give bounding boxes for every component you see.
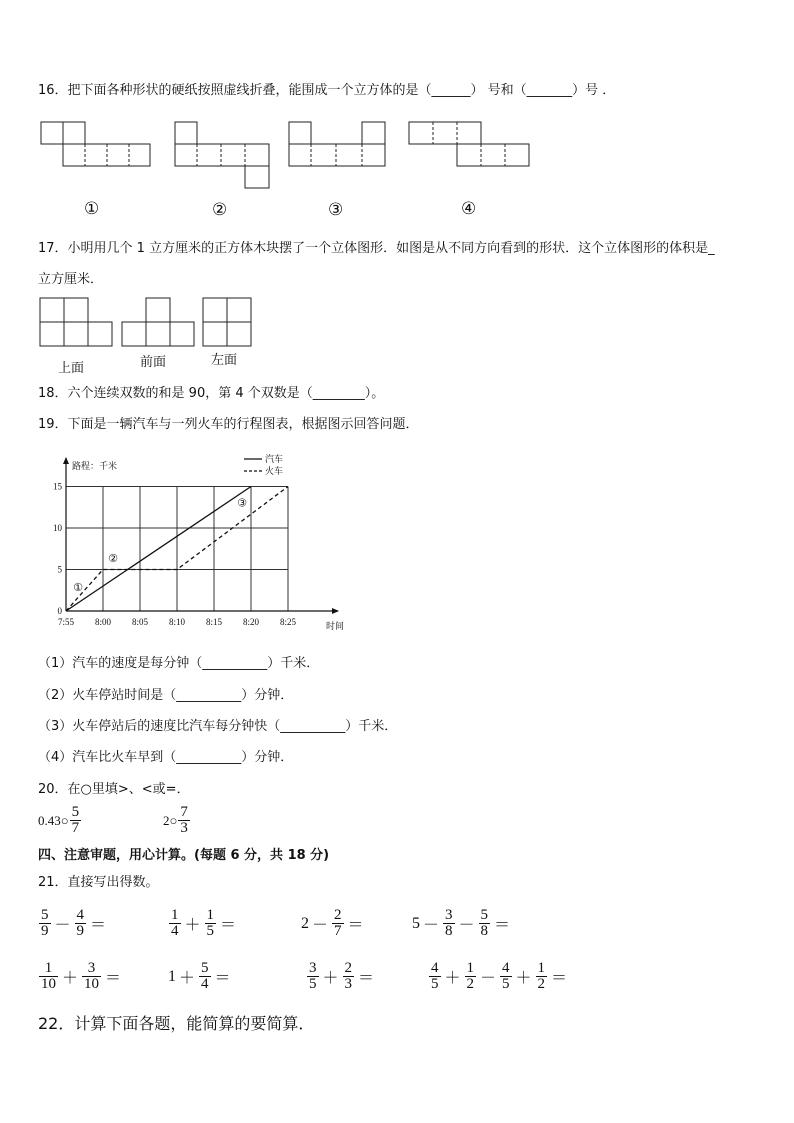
compare-item-1 (38, 805, 82, 836)
y-tick-label: 15 (53, 481, 62, 492)
calc-1: $\frac{5}{9}$ － $\frac{4}{9}$ ＝ (41, 907, 107, 939)
y-tick-label: 5 (57, 564, 62, 575)
segment-marker: ② (108, 552, 118, 566)
calc-5: $\frac{1}{10}$ ＋ $\frac{3}{10}$ ＝ (41, 960, 122, 992)
y-axis-arrow (63, 457, 69, 464)
view-label-front: 前面 (140, 355, 167, 370)
question-17-line1: 17．小明用几个 1 立方厘米的正方体木块摆了一个立体图形．如图是从不同方向看到的形状．这个立体图形的体积是_ (38, 241, 715, 256)
calc-2: $\frac{1}{4}$ ＋ $\frac{1}{5}$ ＝ (171, 907, 237, 939)
calc-3: 2 － $\frac{2}{7}$ ＝ (301, 907, 364, 939)
net-figures (0, 110, 794, 230)
x-tick-label: 8:05 (131, 617, 149, 627)
question-19: 19．下面是一辆汽车与一列火车的行程图表，根据图示回答问题． (38, 417, 419, 432)
calc-7: $\frac{3}{5}$ ＋ $\frac{2}{3}$ ＝ (309, 960, 375, 992)
x-tick-label: 8:10 (168, 617, 186, 627)
legend-label: 火车 (265, 467, 284, 477)
x-tick-label: 8:20 (242, 617, 260, 627)
net-label-3: ③ (328, 200, 344, 220)
compare-left-1: 0.43○ (38, 812, 69, 828)
y-tick-label: 0 (57, 606, 62, 616)
net-label-4: ④ (461, 199, 477, 219)
y-axis-label: 路程：千米 (72, 462, 118, 472)
fraction: $\frac{5}{7}$ (71, 804, 80, 836)
legend-label: 汽车 (265, 455, 284, 465)
question-20: 20．在○里填>、<或=． (38, 782, 190, 797)
view-label-top: 上面 (58, 361, 85, 376)
question-19-sub1: （1）汽车的速度是每分钟（__________）千米． (38, 656, 320, 671)
question-19-sub2: （2）火车停站时间是（__________）分钟． (38, 688, 294, 703)
series-line-car (66, 487, 251, 612)
compare-item-2 (163, 805, 191, 836)
x-axis-arrow (332, 608, 339, 614)
question-19-sub3: （3）火车停站后的速度比汽车每分钟快（__________）千米． (38, 719, 398, 734)
fraction: $\frac{7}{3}$ (180, 804, 188, 836)
x-tick-label: 8:15 (205, 617, 223, 627)
question-21: 21．直接写出得数。 (38, 875, 159, 890)
calc-8: $\frac{4}{5}$ ＋ $\frac{1}{2}$ － $\frac{4}{5}$ ＋ $\frac{1}{2}$ ＝ (431, 960, 568, 992)
travel-chart (0, 450, 794, 650)
x-tick-label: 7:55 (57, 617, 75, 627)
net-label-2: ② (212, 200, 228, 220)
question-17-line2: 立方厘米． (38, 272, 104, 287)
x-tick-label: 8:25 (279, 617, 297, 627)
question-18: 18．六个连续双数的和是 90，第 4 个双数是（________）。 (38, 386, 385, 401)
question-16: 16．把下面各种形状的硬纸按照虚线折叠，能围成一个立方体的是（______） 号和（_______）号 ． (38, 83, 616, 98)
calc-6: 1 ＋ $\frac{5}{4}$ ＝ (168, 960, 231, 992)
calc-4: 5 － $\frac{3}{8}$ － $\frac{5}{8}$ ＝ (412, 907, 511, 939)
section-4-heading: 四、注意审题，用心计算。(每题 6 分，共 18 分) (38, 848, 330, 863)
y-tick-label: 10 (53, 523, 62, 533)
net-label-1: ① (84, 199, 100, 219)
segment-marker: ① (73, 581, 83, 595)
segment-marker: ③ (237, 496, 247, 510)
view-figures (0, 296, 300, 356)
question-19-sub4: （4）汽车比火车早到（__________）分钟． (38, 750, 294, 765)
x-axis-label: 时间 (326, 622, 345, 632)
x-tick-label: 8:00 (94, 617, 112, 627)
compare-left-2: 2○ (163, 812, 178, 828)
view-label-left: 左面 (211, 353, 238, 368)
question-22: 22．计算下面各题，能简算的要简算． (38, 1014, 315, 1033)
